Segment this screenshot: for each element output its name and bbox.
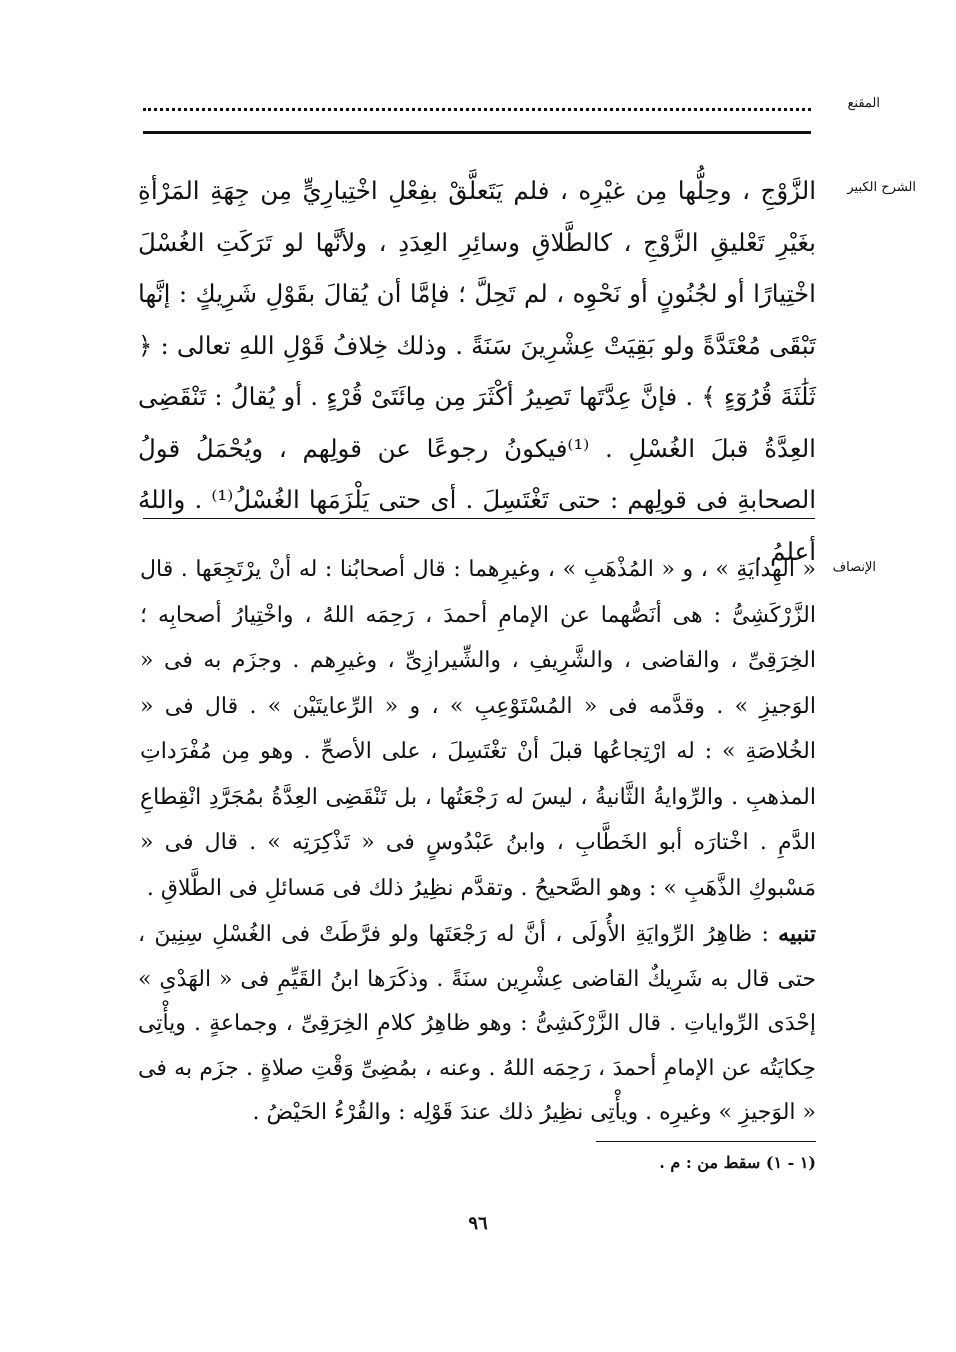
dotted-leader — [143, 100, 811, 111]
footnote: (١ - ١) سقط من : م . — [659, 1153, 816, 1172]
page-number: ٩٦ — [468, 1213, 488, 1234]
tanbih-paragraph — [138, 912, 816, 1136]
footnote-rule — [596, 1141, 816, 1142]
insaf-body-text — [140, 547, 816, 911]
sharh-paragraph: الزَّوْجِ ، وحِلُّها مِن غيْرِه ، فلم يَتَعلَّقْ بفِعْلِ اخْتِيارِيٍّ مِن جِهَةِ المَرْأةِ بغَيْرِ تَعْليقِ الزَّوْجِ ، كالطَّلاقِ وسائِرِ العِدَدِ ، ولأنَّها لو تَرَكَتِ الغُسْلَ اخْتِيارًا أو لجُنُونٍ أو نَحْوِه ، لم تَحِلَّ ؛ فإمَّا أن يُقالَ بقَوْلِ شَرِيكٍ : إنَّها تَبْقَى مُعْتَدَّةً ولو بَقِيَتْ عِشْرِينَ سَنَةً . وذلك خِلافُ قَوْلِ اللهِ تعالى : ﴿ ثَلَٰثَةَ قُرُوٓءٍ ﴾ . فإنَّ عِدَّتَها تَصِيرُ أكْثَرَ مِن مِائَتَىْ قُرْءٍ . أو يُقالُ : تَنْقَضِى العِدَّةُ قبلَ الغُسْلِ . ⁽¹⁾فيكونُ رجوعًا عن قولِهم ، ويُحْمَلُ قولُ الصحابةِ فى قولِهم : حتى تَغْتَسِلَ . أى حتى يَلْزَمَها الغُسْلُ⁽¹⁾ . واللهُ أعلمُ . — [138, 176, 816, 566]
sharh-body-text — [138, 165, 816, 577]
tanbih-body-text — [138, 912, 816, 1136]
sharh-section-label: الشرح الكبير — [847, 180, 916, 195]
header-rule — [143, 131, 811, 134]
tanbih-content: : ظاهِرُ الرِّوايَةِ الأُولَى ، أنَّ له رَجْعَتَها ولو فرَّطَتْ فى الغُسْلِ سِنِينَ ، حتى قال به شَرِيكٌ القاضى عِشْرِين سنَةً . وذكَرَها ابنُ القَيِّمِ فى « الهَدْىِ » إحْدَى الرِّواياتِ . قال الزَّرْكَشِىُّ : وهو ظاهِرُ كلامِ الخِرَقِىِّ ، وجماعةٍ . ويأْتِى حِكايَتُه عن الإمامِ أحمدَ ، رَحِمَه اللهُ . وعنه ، بمُضِىِّ وَقْتِ صلاةٍ . جزَم به فى « الوَجيزِ » وغيرِه . ويأْتِى نظِيرُ ذلك عندَ قَوْلِه : والقُرْءُ الحَيْضُ . — [138, 922, 816, 1125]
insaf-section-label: الإنصاف — [832, 560, 876, 575]
running-title: المقنع — [847, 96, 880, 111]
section-divider — [143, 518, 815, 519]
tanbih-lead: تنبيه — [778, 921, 816, 947]
insaf-paragraph: « الهِدايَةِ » ، و « المُذْهَبِ » ، وغيرِهما : قال أصحابُنا : له أنْ يرْتَجِعَها . قال الزَّرْكَشِىُّ : هى أنَصُّهما عن الإمامِ أحمدَ ، رَحِمَه اللهُ ، واخْتِيارُ أصحابِه ؛ الخِرَقِىِّ ، والقاضى ، والشَّرِيفِ ، والشِّيرازِىِّ ، وغيرِهم . وجزَم به فى « الوَجيزِ » . وقدَّمه فى « المُسْتَوْعِبِ » ، و « الرِّعايتَيْن » . قال فى « الخُلاصَةِ » : له ارْتِجاعُها قبلَ أنْ تغْتَسِلَ ، على الأصحِّ . وهو مِن مُفْرَداتِ المذهبِ . والرِّوايةُ الثَّانيةُ ، ليسَ له رَجْعَتُها ، بل تَنْقَضِى العِدَّةُ بمُجَرَّدِ انْقِطاعِ الدَّمِ . اخْتارَه أبو الخَطَّابِ ، وابنُ عَبْدُوسٍ فى « تَذْكِرَتِه » . قال فى « مَسْبوكِ الذَّهَبِ » : وهو الصَّحيحُ . وتقدَّم نظِيرُ ذلك فى مَسائلِ فى الطَّلاقِ . — [140, 557, 816, 901]
